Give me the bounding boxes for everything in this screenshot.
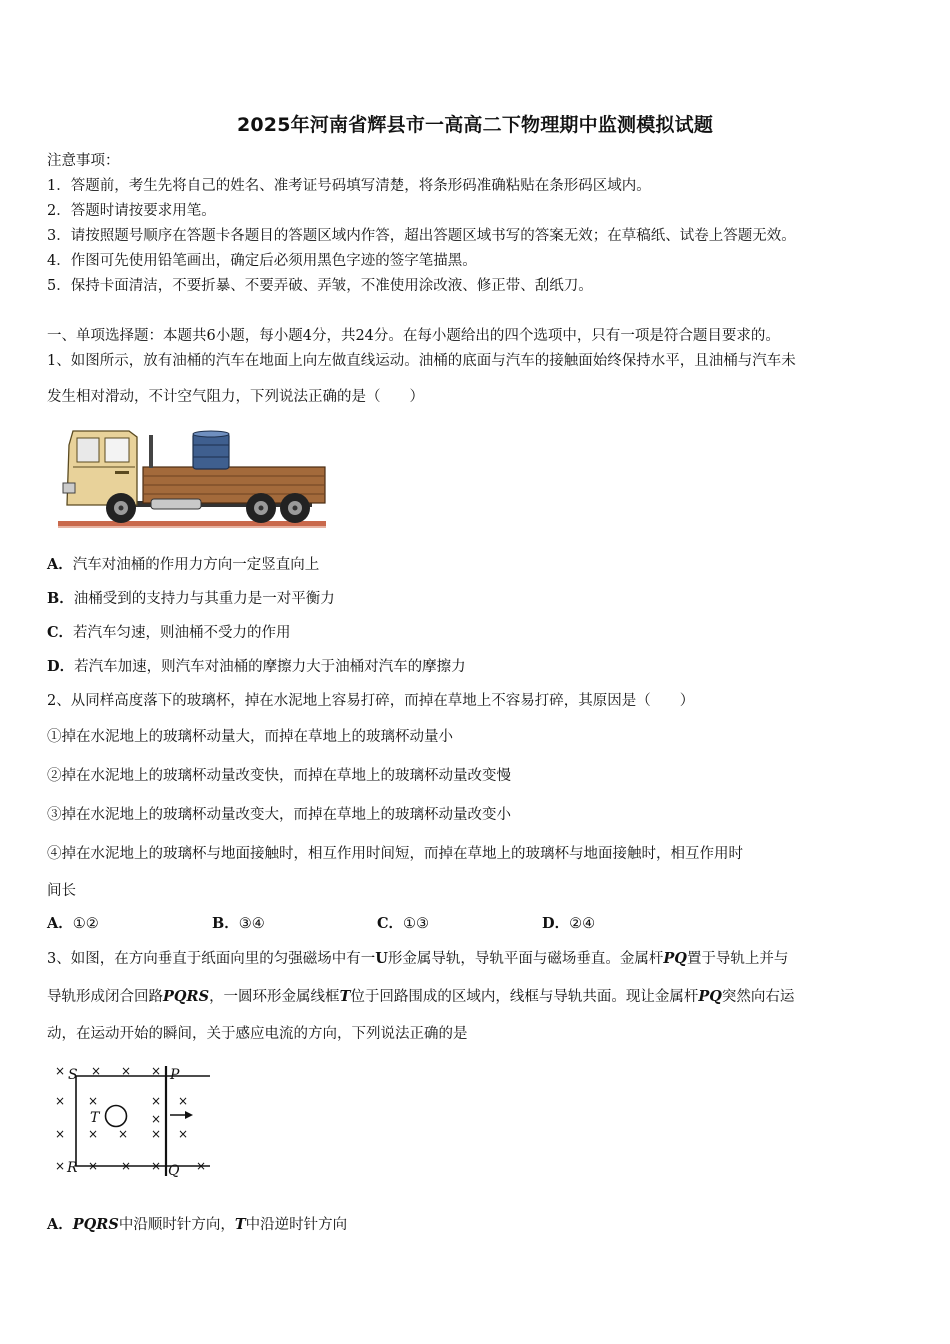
q1-option-d bbox=[47, 657, 466, 677]
q2-choice-c-text: ①③ bbox=[403, 916, 430, 932]
magnetic-field-crosses bbox=[55, 1064, 206, 1173]
q2-statement-1: ①掉在水泥地上的玻璃杯动量大，而掉在草地上的玻璃杯动量小 bbox=[47, 729, 453, 745]
label-t: T bbox=[90, 1110, 100, 1126]
q1-option-c bbox=[47, 623, 291, 643]
q2-statement-3: ③掉在水泥地上的玻璃杯动量改变大，而掉在草地上的玻璃杯动量改变小 bbox=[47, 807, 511, 823]
q2-choice-b bbox=[212, 914, 265, 934]
cross-mark: × bbox=[88, 1094, 99, 1108]
q3-var-t: T bbox=[339, 988, 351, 1005]
q2-choice-a bbox=[47, 914, 99, 934]
notice-item-2: 2．答题时请按要求用笔。 bbox=[47, 203, 216, 219]
cross-mark: × bbox=[178, 1127, 189, 1141]
cross-mark: × bbox=[88, 1159, 99, 1173]
q1-option-b bbox=[47, 589, 335, 609]
notice-heading: 注意事项： bbox=[47, 153, 120, 169]
cross-mark: × bbox=[91, 1064, 102, 1078]
q1-option-d-text: 若汽车加速，则汽车对油桶的摩擦力大于油桶对汽车的摩擦力 bbox=[74, 659, 466, 675]
q2-statement-4-continued: 间长 bbox=[47, 883, 76, 899]
cross-mark: × bbox=[55, 1064, 66, 1078]
q1-stem-line2: 发生相对滑动，不计空气阻力，下列说法正确的是（ ） bbox=[47, 389, 424, 405]
cross-mark: × bbox=[121, 1064, 132, 1078]
q1-option-a-letter: A． bbox=[47, 556, 73, 573]
q3-text-2d: 突然向右运 bbox=[721, 989, 795, 1005]
q3-text-2b: ，一圆环形金属线框 bbox=[209, 989, 340, 1005]
cross-mark: × bbox=[151, 1094, 162, 1108]
q3-stem-line3: 动，在运动开始的瞬间，关于感应电流的方向，下列说法正确的是 bbox=[47, 1026, 468, 1042]
magnetic-field-rail-diagram bbox=[48, 1058, 218, 1183]
q1-option-a bbox=[47, 555, 319, 575]
q1-option-a-text: 汽车对油桶的作用力方向一定竖直向上 bbox=[72, 557, 320, 573]
q3-text-1c: 置于导轨上并与 bbox=[686, 951, 789, 967]
q2-choice-a-letter: A． bbox=[47, 915, 73, 932]
notice-item-1: 1．答题前，考生先将自己的姓名、准考证号码填写清楚，将条形码准确粘贴在条形码区域内。 bbox=[47, 178, 651, 194]
cross-mark: × bbox=[178, 1094, 189, 1108]
page-title: 2025年河南省辉县市一高高二下物理期中监测模拟试题 bbox=[236, 114, 714, 136]
q3-stem-line2 bbox=[47, 987, 794, 1007]
q3-text-1b: 形金属导轨，导轨平面与磁场垂直。金属杆 bbox=[387, 951, 664, 967]
q1-option-b-letter: B． bbox=[47, 590, 74, 607]
cross-mark: × bbox=[151, 1127, 162, 1141]
q3-text-2a: 导轨形成闭合回路 bbox=[47, 989, 163, 1005]
label-p: P bbox=[170, 1067, 180, 1083]
cross-mark: × bbox=[88, 1127, 99, 1141]
q3-var-pqrs: PQRS bbox=[163, 988, 210, 1005]
q2-choice-d-letter: D． bbox=[542, 915, 570, 932]
ring-t bbox=[106, 1106, 127, 1127]
q3-option-a-var-pqrs: PQRS bbox=[72, 1216, 119, 1233]
q3-text-1a: 3、如图，在方向垂直于纸面向里的匀强磁场中有一 bbox=[47, 951, 376, 967]
q2-choice-d-text: ②④ bbox=[569, 916, 596, 932]
q2-choice-d bbox=[542, 914, 595, 934]
q1-option-c-letter: C． bbox=[47, 624, 74, 641]
q2-statement-2: ②掉在水泥地上的玻璃杯动量改变快，而掉在草地上的玻璃杯动量改变慢 bbox=[47, 768, 511, 784]
notice-item-3: 3．请按照题号顺序在答题卡各题目的答题区域内作答，超出答题区域书写的答案无效；在草稿纸、试卷上答题无效。 bbox=[47, 228, 796, 244]
q3-option-a-var-t: T bbox=[234, 1216, 246, 1233]
notice-item-5: 5．保持卡面清洁，不要折暴、不要弄破、弄皱，不准使用涂改液、修正带、刮纸刀。 bbox=[47, 278, 593, 294]
cross-mark: × bbox=[121, 1159, 132, 1173]
q3-var-pq: PQ bbox=[663, 950, 687, 967]
q1-stem-line1: 1、如图所示，放有油桶的汽车在地面上向左做直线运动。油桶的底面与汽车的接触面始终保持水平，且油桶与汽车未 bbox=[47, 353, 796, 369]
q3-option-a bbox=[47, 1215, 347, 1235]
cross-mark: × bbox=[55, 1159, 66, 1173]
q2-choices bbox=[47, 914, 647, 934]
cross-mark: × bbox=[151, 1064, 162, 1078]
label-r: R bbox=[67, 1160, 78, 1176]
label-s: S bbox=[68, 1067, 78, 1083]
q2-choice-a-text: ①② bbox=[72, 916, 99, 932]
q2-choice-b-letter: B． bbox=[212, 915, 239, 932]
q2-stem: 2、从同样高度落下的玻璃杯，掉在水泥地上容易打碎，而掉在草地上不容易打碎，其原因是（ ） bbox=[47, 693, 695, 709]
q3-stem-line1 bbox=[47, 949, 788, 969]
cross-mark: × bbox=[196, 1159, 207, 1173]
q1-option-c-text: 若汽车匀速，则油桶不受力的作用 bbox=[73, 625, 291, 641]
q2-choice-c-letter: C． bbox=[377, 915, 404, 932]
section-heading: 一、单项选择题：本题共6小题，每小题4分，共24分。在每小题给出的四个选项中，只有一项是符合题目要求的。 bbox=[47, 328, 780, 344]
q3-text-2c: 位于回路围成的区域内，线框与导轨共面。现让金属杆 bbox=[350, 989, 699, 1005]
cross-mark: × bbox=[151, 1112, 162, 1126]
cross-mark: × bbox=[151, 1159, 162, 1173]
q1-option-d-letter: D． bbox=[47, 658, 75, 675]
cross-mark: × bbox=[55, 1094, 66, 1108]
truck-with-oil-drum-image bbox=[55, 425, 330, 533]
q3-option-a-letter: A． bbox=[47, 1216, 73, 1233]
q3-option-a-text-2: 中沿逆时针方向 bbox=[245, 1217, 348, 1233]
q3-option-a-text-1: 中沿顺时针方向， bbox=[118, 1217, 235, 1233]
q1-option-b-text: 油桶受到的支持力与其重力是一对平衡力 bbox=[73, 591, 335, 607]
q2-choice-c bbox=[377, 914, 429, 934]
label-q: Q bbox=[168, 1163, 180, 1179]
arrow-head bbox=[185, 1111, 193, 1119]
q2-statement-4: ④掉在水泥地上的玻璃杯与地面接触时，相互作用时间短，而掉在草地上的玻璃杯与地面接触时，相互作用时 bbox=[47, 846, 743, 862]
q2-choice-b-text: ③④ bbox=[238, 916, 265, 932]
cross-mark: × bbox=[118, 1127, 129, 1141]
notice-item-4: 4．作图可先使用铅笔画出，确定后必须用黑色字迹的签字笔描黑。 bbox=[47, 253, 477, 269]
cross-mark: × bbox=[55, 1127, 66, 1141]
q3-text-u: U bbox=[375, 950, 388, 967]
q3-var-pq-2: PQ bbox=[698, 988, 722, 1005]
